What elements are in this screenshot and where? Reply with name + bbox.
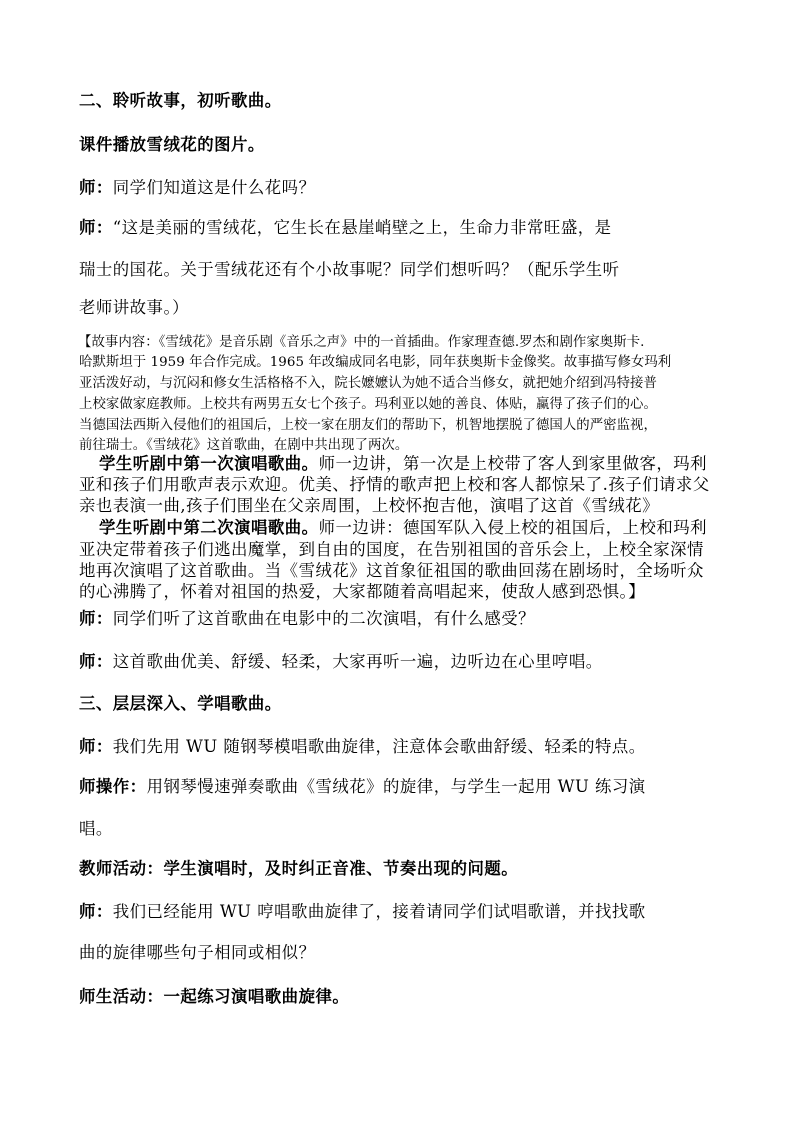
teacher-activity: 教师活动：学生演唱时，及时纠正音准、节奏出现的问题。 bbox=[79, 859, 519, 878]
teacher-remark-4: 师：这首歌曲优美、舒缓、轻柔，大家再听一遍，边听边在心里哼唱。 bbox=[79, 652, 603, 671]
story-line: 【故事内容：《雪绒花》是音乐剧《音乐之声》中的一首插曲。作家理查德.罗杰和剧作家奥斯卡. bbox=[78, 335, 645, 350]
teacher-remark-5: 师：我们先用 WU 随钢琴模唱歌曲旋律，注意体会歌曲舒缓、轻柔的特点。 bbox=[79, 737, 646, 756]
teacher-operation-line-2: 唱。 bbox=[79, 819, 113, 838]
teacher-question-3: 师：同学们听了这首歌曲在电影中的二次演唱，有什么感受？ bbox=[79, 609, 536, 628]
first-performance-line-2: 亚和孩子们用歌声表示欢迎。优美、抒情的歌声把上校和客人都惊呆了.孩子们请求父 bbox=[79, 475, 710, 494]
second-performance-line-1: 学生听剧中第二次演唱歌曲。师一边讲：德国军队入侵上校的祖国后，上校和玛利 bbox=[99, 518, 708, 537]
section-heading-learn: 三、层层深入、学唱歌曲。 bbox=[79, 694, 282, 713]
courseware-note: 课件播放雪绒花的图片。 bbox=[79, 135, 265, 154]
first-performance-line-1: 学生听剧中第一次演唱歌曲。师一边讲，第一次是上校带了客人到家里做客，玛利 bbox=[99, 454, 708, 473]
intro-text: “这是美丽的雪绒花，它生长在悬崖峭壁之上，生命力非常旺盛，是 bbox=[112, 218, 612, 237]
story-line: 当德国法西斯入侵他们的祖国后，上校一家在朋友们的帮助下，机智地摆脱了德国人的严密监视， bbox=[79, 418, 657, 433]
speaker-label: 师： bbox=[79, 902, 113, 921]
teacher-remark-6-line-1: 师：我们已经能用 WU 哼唱歌曲旋律了，接着请同学们试唱歌谱，并找找歌 bbox=[79, 902, 646, 921]
section-heading-listen: 二、聆听故事，初听歌曲。 bbox=[79, 91, 282, 110]
joint-activity: 师生活动：一起练习演唱歌曲旋律。 bbox=[79, 987, 350, 1006]
second-performance-line-3: 地再次演唱了这首歌曲。当《雪绒花》这首象征祖国的歌曲回荡在剧场时，全场听众 bbox=[79, 561, 704, 580]
operation-label: 师操作： bbox=[79, 777, 147, 796]
teacher-intro-line-1 bbox=[79, 214, 612, 238]
speaker-label: 师： bbox=[79, 218, 113, 237]
teacher-intro-line-2: 瑞士的国花。关于雪绒花还有个小故事呢？同学们想听吗？（配乐学生听 bbox=[79, 260, 620, 279]
teacher-operation-line-1: 师操作：用钢琴慢速弹奏歌曲《雪绒花》的旋律，与学生一起用 WU 练习演 bbox=[79, 777, 646, 796]
speaker-label: 师： bbox=[79, 737, 113, 756]
story-line: 亚活泼好动，与沉闷和修女生活格格不入，院长嬷嬷认为她不适合当修女，就把她介绍到冯特接普 bbox=[79, 376, 657, 391]
story-line: 前往瑞士。《雪绒花》这首歌曲，在剧中共出现了两次。 bbox=[79, 438, 409, 453]
story-line: 上校家做家庭教师。上校共有两男五女七个孩子。玛利亚以她的善良、体贴，赢得了孩子们的心。 bbox=[79, 397, 657, 412]
question-text: 同学们知道这是什么花吗？ bbox=[112, 178, 316, 197]
second-performance-heading: 学生听剧中第二次演唱歌曲。 bbox=[99, 518, 319, 537]
teacher-question-1 bbox=[79, 174, 315, 198]
speaker-label: 师： bbox=[79, 178, 113, 197]
speaker-label: 师： bbox=[79, 609, 113, 628]
second-performance-line-4: 的心沸腾了，怀着对祖国的热爱，大家都随着高唱起来，使敌人感到恐惧。】 bbox=[79, 582, 646, 601]
first-performance-line-3: 亲也表演一曲,孩子们围坐在父亲周围，上校怀抱吉他，演唱了这首《雪绒花》 bbox=[79, 496, 659, 515]
second-performance-line-2: 亚决定带着孩子们逃出魔掌，到自由的国度，在告别祖国的音乐会上，上校全家深情 bbox=[79, 540, 704, 559]
story-line: 哈默斯坦于 1959 年合作完成。1965 年改编成同名电影，同年获奥斯卡金像奖。故事描写修女玛利 bbox=[79, 355, 672, 370]
teacher-remark-6-line-2: 曲的旋律哪些句子相同或相似？ bbox=[79, 943, 316, 962]
teacher-intro-line-3: 老师讲故事。） bbox=[79, 298, 190, 317]
first-performance-heading: 学生听剧中第一次演唱歌曲。 bbox=[99, 454, 319, 473]
speaker-label: 师： bbox=[79, 652, 113, 671]
